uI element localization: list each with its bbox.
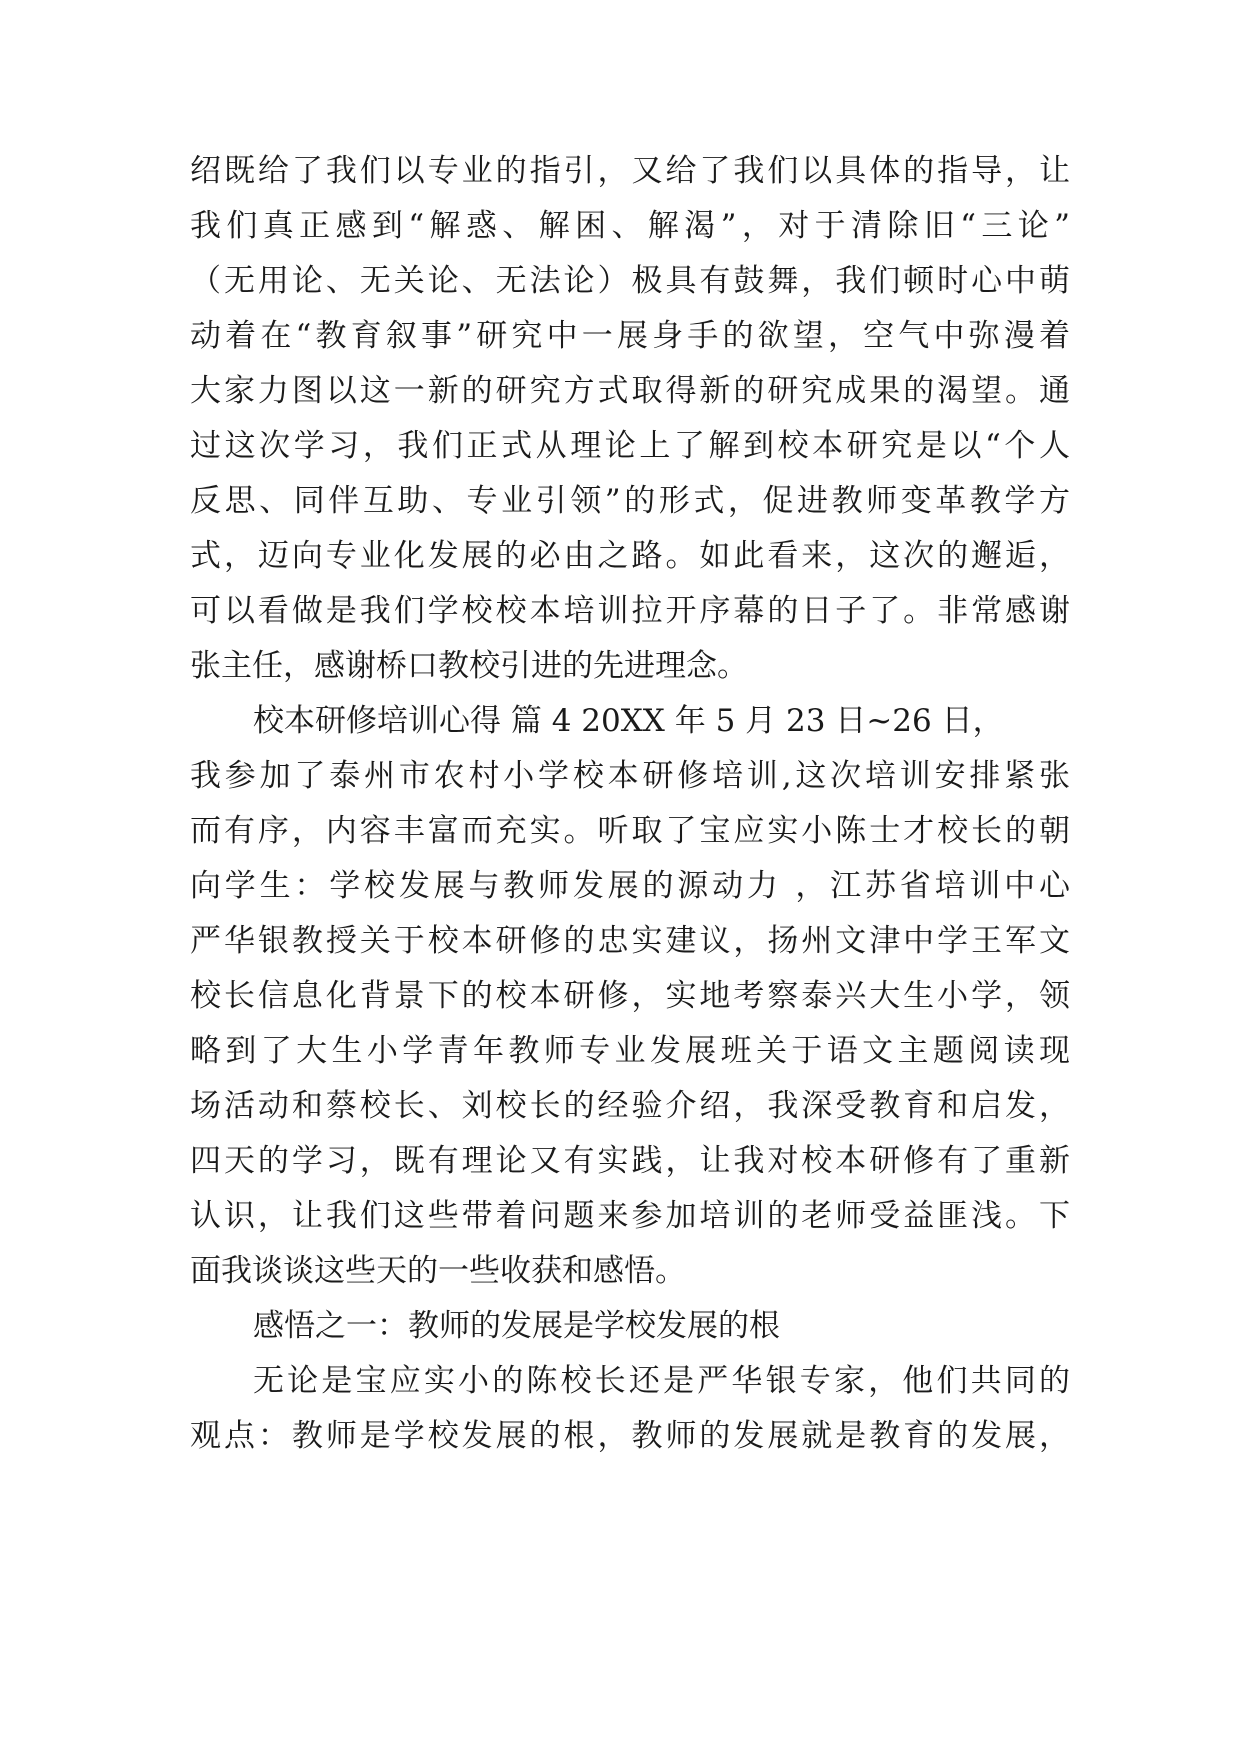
text-line: 无论是宝应实小的陈校长还是严华银专家，他们共同的 [253, 1363, 1070, 1399]
text-line: 式，迈向专业化发展的必由之路。如此看来，这次的邂逅， [190, 538, 1070, 574]
text-line: 校长信息化背景下的校本研修，实地考察泰兴大生小学，领 [190, 978, 1070, 1014]
text-line: 我们真正感到“解惑、解困、解渴”，对于清除旧“三论” [190, 208, 1070, 244]
text-line: 严华银教授关于校本研修的忠实建议，扬州文津中学王军文 [190, 923, 1070, 959]
text-line: 张主任，感谢桥口教校引进的先进理念。 [190, 648, 748, 684]
text-line: 过这次学习，我们正式从理论上了解到校本研究是以“个人 [190, 428, 1070, 464]
text-line: 面我谈谈这些天的一些收获和感悟。 [190, 1253, 686, 1289]
text-line: 绍既给了我们以专业的指引，又给了我们以具体的指导，让 [190, 153, 1070, 189]
subheading-line: 感悟之一：教师的发展是学校发展的根 [253, 1308, 780, 1344]
section-heading-line: 校本研修培训心得 篇 4 20XX 年 5 月 23 日~26 日， [253, 703, 1004, 739]
text-line: 略到了大生小学青年教师专业发展班关于语文主题阅读现 [190, 1033, 1070, 1069]
text-line: 观点：教师是学校发展的根，教师的发展就是教育的发展， [190, 1418, 1070, 1454]
text-line: 认识，让我们这些带着问题来参加培训的老师受益匪浅。下 [190, 1198, 1070, 1234]
text-line: 动着在“教育叙事”研究中一展身手的欲望，空气中弥漫着 [190, 318, 1070, 354]
text-line: （无用论、无关论、无法论）极具有鼓舞，我们顿时心中萌 [190, 263, 1070, 299]
text-line: 我参加了泰州市农村小学校本研修培训,这次培训安排紧张 [190, 758, 1070, 794]
text-line: 可以看做是我们学校校本培训拉开序幕的日子了。非常感谢 [190, 593, 1070, 629]
text-line: 反思、同伴互助、专业引领”的形式，促进教师变革教学方 [190, 483, 1070, 519]
text-line: 而有序，内容丰富而充实。听取了宝应实小陈士才校长的朝 [190, 813, 1070, 849]
text-line: 场活动和蔡校长、刘校长的经验介绍，我深受教育和启发， [190, 1088, 1070, 1124]
text-line: 四天的学习，既有理论又有实践，让我对校本研修有了重新 [190, 1143, 1070, 1179]
text-line: 大家力图以这一新的研究方式取得新的研究成果的渴望。通 [190, 373, 1070, 409]
text-line: 向学生：学校发展与教师发展的源动力 ，江苏省培训中心 [190, 868, 1070, 904]
